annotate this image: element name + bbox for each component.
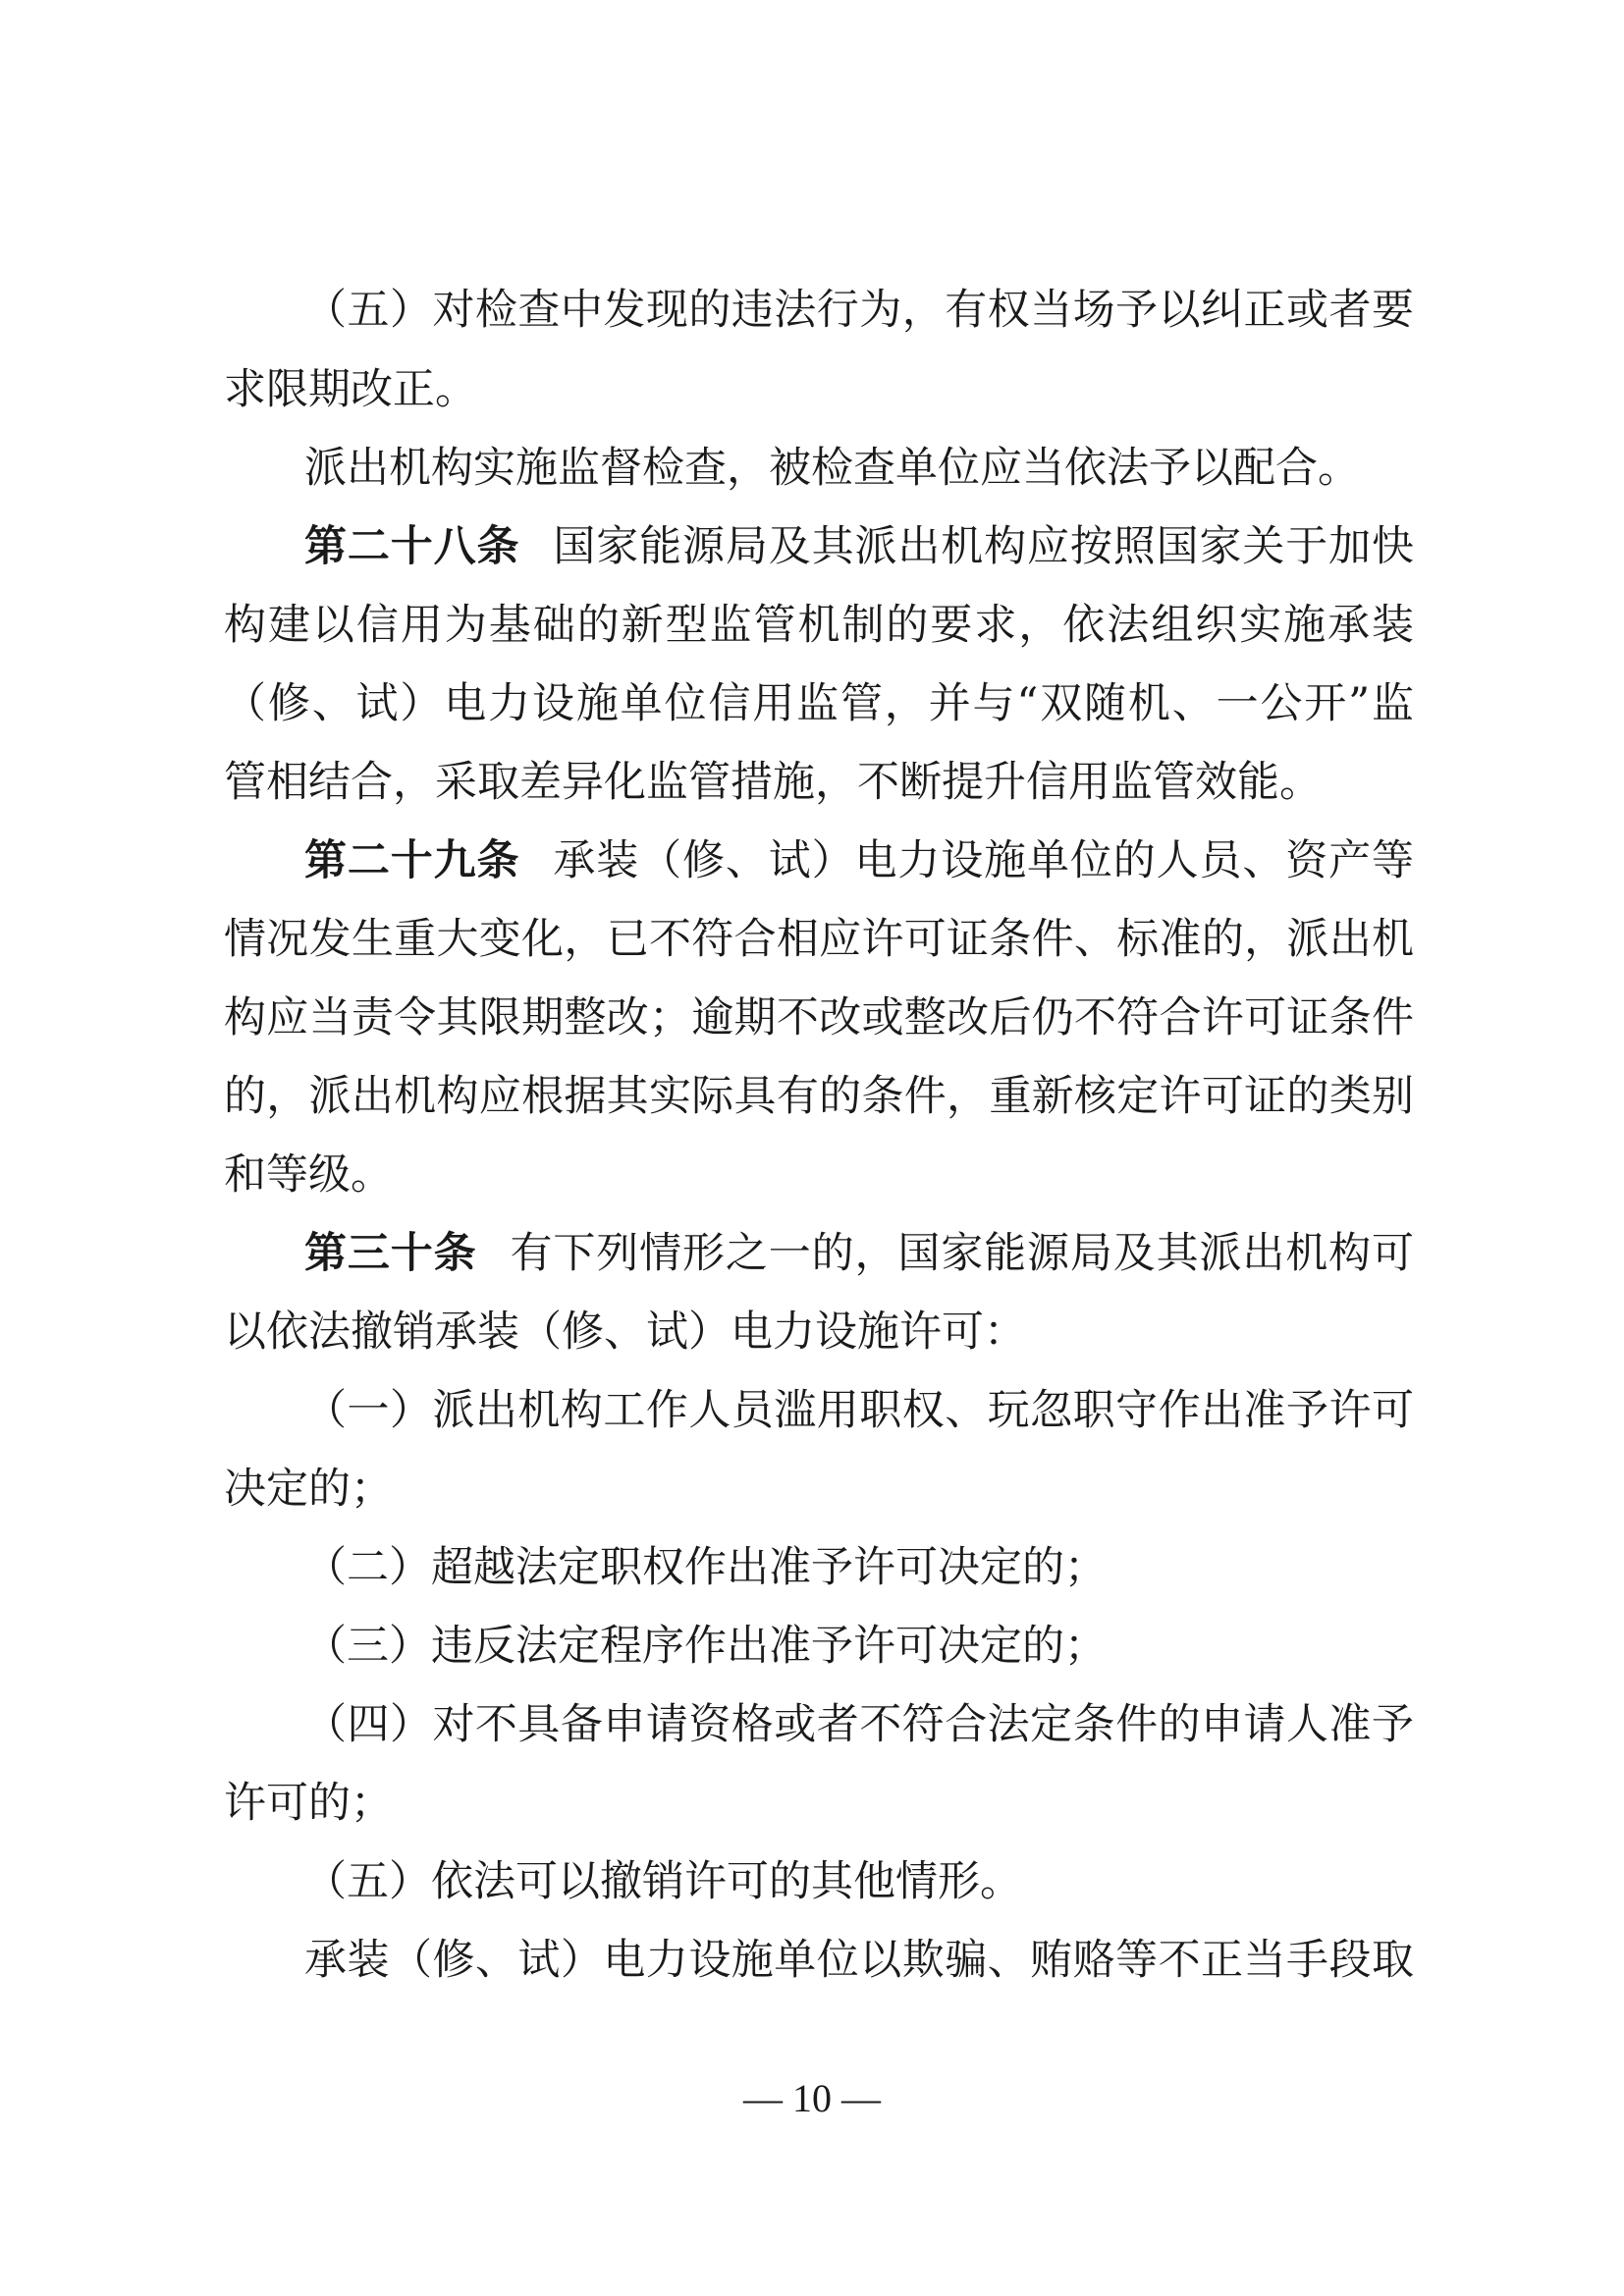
page-number: — 10 — (743, 2076, 881, 2120)
text-line (304, 1842, 1414, 1921)
line-text: （五）依法可以撤销许可的其他情形。 (304, 1857, 1022, 1906)
line-text: 承装（修、试）电力设施单位以欺骗、贿赂等不正当手段取 (304, 1936, 1414, 1985)
article-heading: 第二十八条 (304, 522, 520, 571)
article-heading: 第三十条 (304, 1229, 477, 1278)
line-text: 管相结合，采取差异化监管措施，不断提升信用监管效能。 (224, 758, 1322, 807)
line-text: 以依法撤销承装（修、试）电力设施许可： (224, 1308, 1026, 1357)
text-line (304, 1685, 1414, 1764)
text-line (224, 1293, 1414, 1371)
line-text: 和等级。 (224, 1150, 393, 1200)
text-line (224, 900, 1414, 979)
text-line (304, 1528, 1414, 1607)
line-text: 许可的； (224, 1779, 393, 1828)
text-line (304, 271, 1414, 349)
text-line (224, 1450, 1414, 1528)
text-line (224, 1136, 1414, 1214)
line-text: 构建以信用为基础的新型监管机制的要求，依法组织实施承装 (224, 601, 1414, 650)
line-text: （四）对不具备申请资格或者不符合法定条件的申请人准予 (304, 1700, 1414, 1749)
text-line (224, 1057, 1414, 1136)
text-line (304, 1214, 1414, 1293)
text-line (224, 979, 1414, 1057)
text-line (224, 743, 1414, 822)
text-line (304, 1921, 1414, 2000)
line-text: 有下列情形之一的，国家能源局及其派出机构可 (510, 1229, 1414, 1278)
text-line (304, 822, 1414, 900)
line-text: （三）违反法定程序作出准予许可决定的； (304, 1622, 1107, 1671)
line-text: 的，派出机构应根据其实际具有的条件，重新核定许可证的类别 (224, 1072, 1414, 1121)
text-line (224, 350, 1414, 429)
text-line (224, 1764, 1414, 1842)
line-text: （二）超越法定职权作出准予许可决定的； (304, 1543, 1107, 1592)
text-line (304, 1371, 1414, 1450)
line-text: 构应当责令其限期整改；逾期不改或整改后仍不符合许可证条件 (224, 993, 1414, 1042)
text-line (304, 507, 1414, 586)
article-heading: 第二十九条 (304, 836, 520, 885)
line-text: 情况发生重大变化，已不符合相应许可证条件、标准的，派出机 (224, 915, 1414, 964)
text-line (224, 586, 1414, 665)
line-text: 国家能源局及其派出机构应按照国家关于加快 (553, 522, 1414, 571)
line-text: 求限期改正。 (224, 365, 477, 414)
text-line (304, 429, 1414, 507)
line-text: （五）对检查中发现的违法行为，有权当场予以纠正或者要 (304, 286, 1414, 335)
line-text: 派出机构实施监督检查，被检查单位应当依法予以配合。 (304, 444, 1360, 493)
line-text: 决定的； (224, 1465, 393, 1514)
line-text: （一）派出机构工作人员滥用职权、玩忽职守作出准予许可 (304, 1386, 1414, 1435)
text-line (304, 1607, 1414, 1685)
line-text: （修、试）电力设施单位信用监管，并与“双随机、一公开”监 (224, 679, 1414, 728)
line-text: 承装（修、试）电力设施单位的人员、资产等 (553, 836, 1414, 885)
text-line (224, 665, 1414, 743)
